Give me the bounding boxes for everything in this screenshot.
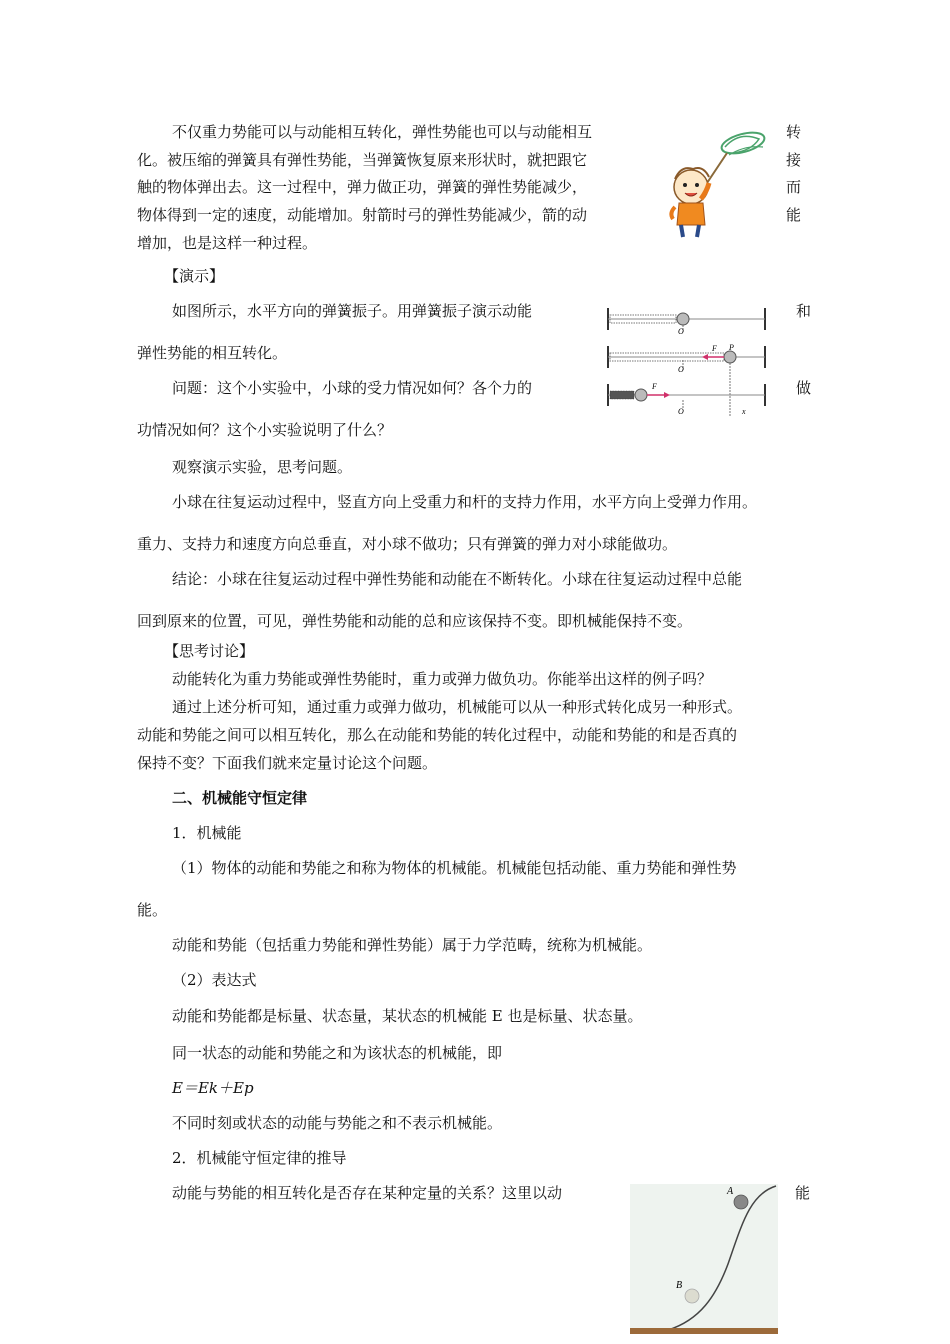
spring-label-O-3: O: [678, 407, 684, 416]
discuss-line-4: 保持不变？下面我们就来定量讨论这个问题。: [137, 754, 438, 772]
p1-line-3: 触的物体弹出去。这一过程中，弹力做正功，弹簧的弹性势能减少，: [137, 178, 588, 196]
scalar-text: 动能和势能都是标量、状态量，某状态的机械能 E 也是标量、状态量。: [172, 1007, 643, 1025]
discuss-line-2: 通过上述分析可知，通过重力或弹力做功，机械能可以从一种形式转化成另一种形式。: [172, 698, 743, 716]
spring-label-F-3: F: [652, 382, 657, 391]
expression-heading: （2）表达式: [172, 971, 257, 989]
p1-line-5: 增加，也是这样一种过程。: [137, 234, 318, 252]
demo-heading: 【演示】: [164, 267, 225, 285]
derive-right-1: 能: [795, 1184, 811, 1202]
discuss-line-1: 动能转化为重力势能或弹性势能时，重力或弹力做负功。你能举出这样的例子吗？: [172, 670, 713, 688]
same-state-text: 同一状态的动能和势能之和为该状态的机械能，即: [172, 1044, 503, 1062]
discuss-heading: 【思考讨论】: [164, 642, 255, 660]
conclusion-line-2: 回到原来的位置，可见，弹性势能和动能的总和应该保持不变。即机械能保持不变。: [137, 612, 693, 630]
analysis-line-2: 重力、支持力和速度方向总垂直，对小球不做功；只有弹簧的弹力对小球能做功。: [137, 535, 678, 553]
definition-line-1: （1）物体的动能和势能之和称为物体的机械能。机械能包括动能、重力势能和弹性势: [172, 859, 737, 877]
observe-text: 观察演示实验，思考问题。: [172, 458, 353, 476]
mechanical-energy-formula: E＝Ek＋Ep: [172, 1079, 254, 1097]
cartoon-figure: [655, 125, 773, 238]
subsection-2-heading: 2．机械能守恒定律的推导: [172, 1149, 347, 1167]
spring-oscillator-figure: [604, 304, 774, 416]
section-2-heading: 二、机械能守恒定律: [172, 789, 308, 807]
p1-right-4: 能: [786, 206, 802, 224]
definition-line-2: 能。: [137, 901, 168, 919]
derive-line-1: 动能与势能的相互转化是否存在某种定量的关系？这里以动: [172, 1184, 563, 1202]
p1-line-4: 物体得到一定的速度，动能增加。射箭时弓的弹性势能减少，箭的动: [137, 206, 588, 224]
slope-figure: [630, 1184, 778, 1334]
spring-label-x: x: [742, 407, 746, 416]
p1-right-3: 而: [786, 178, 802, 196]
demo-right-3: 做: [796, 379, 812, 397]
category-text: 动能和势能（包括重力势能和弹性势能）属于力学范畴，统称为机械能。: [172, 936, 653, 954]
spring-label-F-2: F: [712, 344, 717, 353]
demo-line-3: 问题：这个小实验中，小球的受力情况如何？各个力的: [172, 379, 533, 397]
spring-label-O-2: O: [678, 365, 684, 374]
discuss-line-3: 动能和势能之间可以相互转化，那么在动能和势能的转化过程中，动能和势能的和是否真的: [137, 726, 738, 744]
demo-line-2: 弹性势能的相互转化。: [137, 344, 288, 362]
p1-right-2: 接: [786, 151, 802, 169]
p1-right-1: 转: [786, 123, 802, 141]
slope-label-A: A: [727, 1186, 734, 1197]
different-state-text: 不同时刻或状态的动能与势能之和不表示机械能。: [172, 1114, 503, 1132]
demo-right-1: 和: [796, 302, 812, 320]
analysis-line-1: 小球在往复运动过程中，竖直方向上受重力和杆的支持力作用，水平方向上受弹力作用。: [172, 493, 758, 511]
spring-label-P: P: [729, 343, 734, 352]
conclusion-line-1: 结论：小球在往复运动过程中弹性势能和动能在不断转化。小球在往复运动过程中总能: [172, 570, 743, 588]
spring-label-O-1: O: [678, 327, 684, 336]
p1-line-2: 化。被压缩的弹簧具有弹性势能，当弹簧恢复原来形状时，就把跟它: [137, 151, 588, 169]
slope-label-B: B: [676, 1280, 683, 1291]
demo-line-1: 如图所示，水平方向的弹簧振子。用弹簧振子演示动能: [172, 302, 533, 320]
demo-line-4: 功情况如何？这个小实验说明了什么？: [137, 421, 393, 439]
p1-line-1: 不仅重力势能可以与动能相互转化，弹性势能也可以与动能相互: [172, 123, 593, 141]
subsection-1-heading: 1．机械能: [172, 824, 242, 842]
